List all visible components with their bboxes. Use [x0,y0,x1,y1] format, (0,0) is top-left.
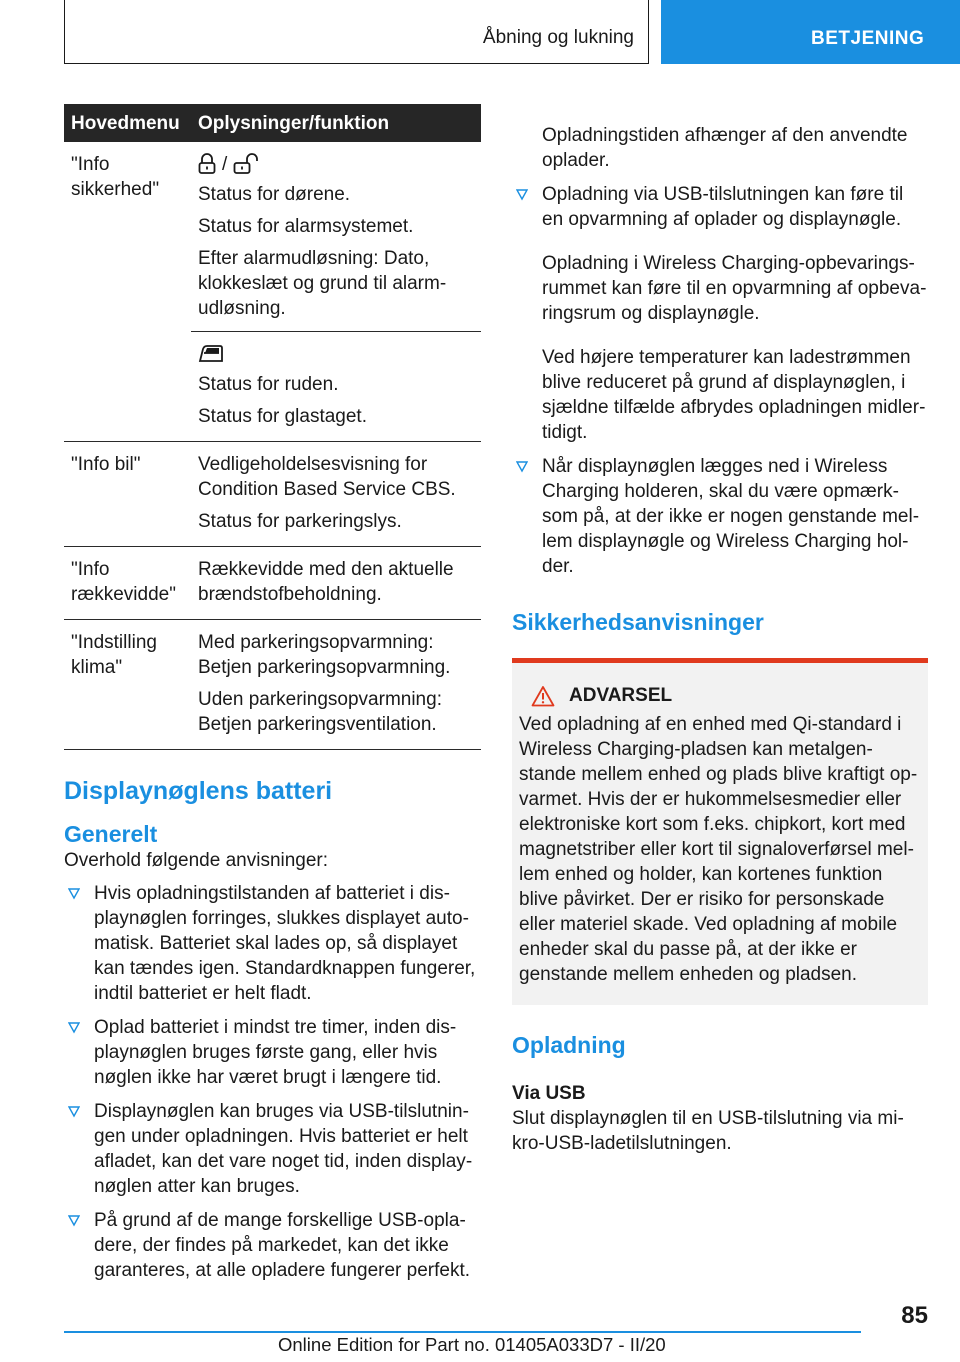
table-cell-menu: "Info bil" [64,442,191,547]
bullet-text: Displaynøglen kan bruges via USB-tilslutningen under opladningen. Hvis batteriet er helt afladet, kan det vare noget tid, inden displaynøglen atter kan bruges. [94,1101,473,1197]
bullet-triangle-icon [516,461,528,473]
info-line: Efter alarmudløsning: Dato, klokkeslæt og grund til alarmudløsning. [198,248,447,319]
warning-text: Ved opladning af en enhed med Qi-standard i Wireless Charging-pladsen kan metalgenstande mellem enhed og plads blive kraftigt opvarmet. Hvis der er hukommelsesmedier eller elektroniske kort som f.eks. chipkort, kort med magnetstriber eller kort til signaloverførsel mellem enhed og holder, kan kortenes funktion blive påvirket. Der er risiko for personskade eller materiel skade. Ved opladning af mobile enheder skal du passe på, at der ikke er genstande mellem enheden og pladsen. [519,714,918,985]
info-line: Vedligeholdelsesvisning for Condition Based Service CBS. [198,454,456,500]
table-row [64,442,481,547]
safety-heading: Sikkerhedsanvisninger [512,609,764,635]
info-line: Uden parkeringsopvarmning: Betjen parkeringsventilation. [198,689,442,735]
bullet-item [64,1015,481,1090]
charging-time-text: Opladningstiden afhænger af den anvendte oplader. [542,125,908,171]
table-cell-info [191,620,481,750]
edition-text: Online Edition for Part no. 01405A033D7 - II/20 [278,1334,666,1355]
bullet-text: Hvis opladningstilstanden af batteriet i displaynøglen forringes, slukkes displayet automatisk. Batteriet skal lades op, så displayet kan tændes igen. Standardknappen fungerer, indtil batteriet er helt fladt. [94,883,476,1004]
table-cell-info [191,442,481,547]
icon-separator: / [222,153,228,175]
table-row [64,142,481,442]
lock-closed-icon [198,153,216,175]
footer-rule [64,1331,861,1333]
bullet-continuation: Ved højere temperaturer kan ladestrømmen blive reduceret på grund af displaynøglen, i sjældne tilfælde afbrydes opladningen midlertidigt. [542,347,926,443]
table-cell-info [191,142,481,442]
usb-text: Slut displaynøglen til en USB-tilslutning via mikro-USB-ladetilslutningen. [512,1108,904,1154]
row-divider [191,331,481,332]
table-row [64,620,481,750]
bullet-triangle-icon [516,189,528,201]
info-line: Status for ruden. [198,374,339,395]
warning-title-row [531,683,922,708]
table-cell-menu: "Indstilling klima" [64,620,191,750]
page-number: 85 [901,1302,928,1329]
charging-heading: Opladning [512,1032,626,1058]
section-title: BETJENING [811,28,925,49]
bullet-item [64,881,481,1006]
lock-open-icon [233,153,261,175]
bullet-continuation: Opladning i Wireless Charging-opbevaringsrummet kan føre til en opvarmning af opbevaringsrum og displaynøgle. [542,253,927,324]
table-row [64,547,481,620]
table-header-menu: Hovedmenu [64,104,191,142]
window-icon [198,344,224,364]
bullet-text: Når displaynøglen lægges ned i Wireless Charging holderen, skal du være opmærksom på, at der ikke er nogen genstande mellem displaynøgle og Wireless Charging holder. [542,456,920,577]
intro-text: Overhold følgende anvisninger: [64,850,329,871]
usb-heading: Via USB [512,1083,586,1104]
bullet-triangle-icon [68,1022,80,1034]
battery-heading: Displaynøglens batteri [64,777,333,805]
bullet-text: Opladning via USB-tilslutningen kan føre til en opvarmning af oplader og displaynøgle. [542,184,904,230]
table-header-row [64,104,481,142]
bullet-item [512,454,928,579]
header-chapter-box [64,0,649,64]
chapter-title: Åbning og lukning [482,27,634,48]
bullet-item [512,182,928,232]
table-cell-info [191,547,481,620]
bullet-item [64,1208,481,1283]
window-icon-wrap [198,342,477,366]
bullet-triangle-icon [68,1215,80,1227]
table-header-info: Oplysninger/funktion [191,104,481,142]
bullet-item [64,1099,481,1199]
bullet-text: Oplad batteriet i mindst tre timer, inden displaynøglen bruges første gang, eller hvis nøglen ikke har været brugt i længere tid. [94,1017,457,1088]
warning-box [512,658,928,1005]
warning-triangle-icon [531,685,555,707]
table-cell-menu: "Info sikkerhed" [64,142,191,442]
general-heading: Generelt [64,821,158,847]
menu-table [64,104,481,750]
table-cell-menu: "Info rækkevidde" [64,547,191,620]
left-column [64,104,481,1292]
bullet-triangle-icon [68,1106,80,1118]
info-line: Status for glastaget. [198,406,367,427]
right-column [512,104,928,1156]
lock-icons [198,152,477,176]
info-line: Status for dørene. [198,184,351,205]
info-line: Med parkeringsopvarmning: Betjen parkeringsopvarmning. [198,632,451,678]
warning-title: ADVARSEL [569,685,673,706]
bullet-triangle-icon [68,888,80,900]
bullet-text: På grund af de mange forskellige USB-opladere, der findes på markedet, kan det ikke garanteres, at alle opladere fungerer perfekt. [94,1210,471,1281]
info-line: Status for parkeringslys. [198,511,402,532]
header-section-box [661,0,960,64]
info-line: Status for alarmsystemet. [198,216,414,237]
info-line: Rækkevidde med den aktuelle brændstofbeholdning. [198,559,454,605]
